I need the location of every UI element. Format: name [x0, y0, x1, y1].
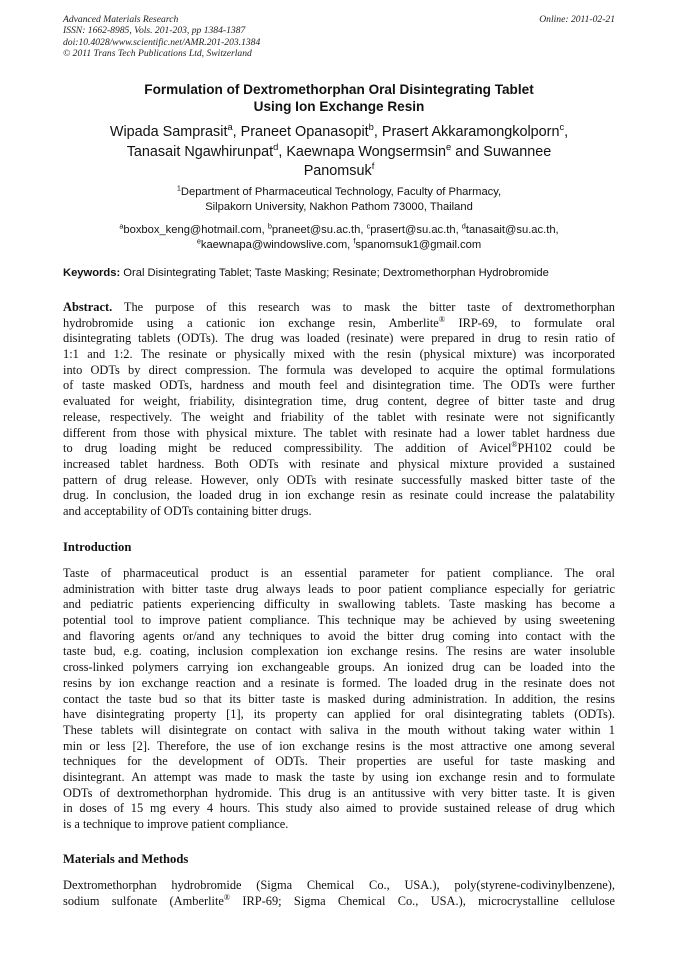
abstract-line: different from those with physical mixture. The tablet with resinate had a lower tablet hardness due [63, 425, 615, 440]
email-sup: f [353, 236, 356, 246]
doi-line: doi:10.4028/www.scientific.net/AMR.201-203.1384 [63, 36, 261, 48]
intro-line: resins by ion exchange reaction and a resinate is formed. The loaded drug in the resinate does not [63, 675, 615, 690]
abstract-text: IRP-69, to formulate oral [444, 315, 616, 330]
introduction-body [63, 566, 615, 833]
intro-line: techniques for the development of ODTs. Their properties are useful for taste masking and [63, 754, 615, 769]
keywords-label: Keywords: [63, 267, 121, 279]
affiliation-line-2: Silpakorn University, Nakhon Pathom 73000, Thailand [205, 201, 473, 213]
title-line-1: Formulation of Dextromethorphan Oral Disintegrating Tablet [144, 82, 534, 97]
author-line-2 [63, 143, 615, 163]
journal-name: Advanced Materials Research [63, 14, 179, 25]
introduction-heading: Introduction [63, 540, 132, 554]
email-link[interactable]: boxbox_keng@hotmail.com, [123, 224, 268, 236]
author-sup: b [368, 122, 374, 133]
abstract-line: and acceptability of ODTs containing bitter drugs. [63, 503, 312, 518]
abstract-text: hydrobromide using a cationic ion exchange resin, Amberlite [63, 315, 439, 330]
abstract-label: Abstract. [63, 300, 113, 314]
email-link[interactable]: spanomsuk1@gmail.com [355, 239, 482, 251]
email-sup: a [119, 221, 124, 231]
abstract [63, 300, 615, 520]
author-name: Panomsuk [303, 163, 372, 179]
abstract-line: pattern of drug release. However, only ODTs with resinate successfully masked bitter taste of the [63, 472, 615, 487]
intro-line: cross-linked polymers carrying ion exchangeable groups. An ionized drug can be loaded into the [63, 660, 615, 675]
author-name: and Suwannee [451, 143, 552, 160]
abstract-line: disintegrating tablets (ODTs). The drug was loaded (resinate) were prepared in drug to resin ratio of [63, 331, 615, 346]
paper-title [63, 81, 615, 115]
author-line-1 [63, 123, 615, 143]
intro-line: potential tool to improve patient compliance. This technique may be achieved by using sweetening [63, 613, 615, 628]
abstract-line [63, 441, 615, 457]
author-sup: e [446, 141, 452, 152]
keywords [63, 266, 623, 280]
materials-heading: Materials and Methods [63, 852, 189, 866]
affiliation-line-1 [63, 185, 615, 200]
intro-line: and pediatric patients experiencing difficulty in swallowing tablets. Taste masking has become a [63, 597, 615, 612]
affiliation [63, 185, 615, 215]
author-sup: c [559, 122, 565, 133]
intro-line: taste bud, e.g. coating, inclusion complexation ion exchange resins. The resins are water insoluble [63, 644, 615, 659]
author-name: Wipada Samprasit [109, 124, 228, 140]
registered-mark: ® [511, 440, 518, 450]
email-link[interactable]: tanasait@su.ac.th, [465, 224, 559, 236]
abstract-line: of taste masked ODTs, hardness and mouth feel and disintegration time. The ODTs were further [63, 378, 615, 393]
intro-line: administration with bitter taste drug always leads to poor patient compliance especially for geriatric [63, 581, 615, 596]
author-name: , Prasert Akkaramongkolporn [373, 124, 560, 140]
author-sep: , [564, 124, 569, 140]
email-sup: b [267, 221, 272, 231]
intro-line: contact the taste bud so that its bitter taste is masked during administration. In addition, the resins [63, 691, 615, 706]
abstract-line: evaluated for weight, friability, disintegration time, drug content, degree of bitter taste and drug [63, 394, 615, 409]
author-sup: a [227, 122, 233, 133]
intro-line: in doses of 15 mg every 4 hours. This study also aimed to provide sustained release of drug which [63, 801, 615, 816]
online-date: Online: 2011-02-21 [539, 14, 615, 25]
email-link[interactable]: praneet@su.ac.th, [271, 224, 367, 236]
abstract-line [63, 316, 615, 332]
author-name: Tanasait Ngawhirunpat [126, 143, 274, 160]
abstract-line: into ODTs by direct compression. The formula was developed to acquire the optimal formulations [63, 362, 615, 377]
abstract-text: The purpose of this research was to mask the bitter taste of dextromethorphan [112, 300, 615, 314]
issn-line: ISSN: 1662-8985, Vols. 201-203, pp 1384-1387 [63, 25, 246, 37]
intro-line: min or less [2]. Therefore, the use of ion exchange resins is the most attractive one among several [63, 738, 615, 753]
abstract-text: to drug loading might be reduced compressibility. The addition of Avicel [63, 441, 512, 456]
email-link[interactable]: kaewnapa@windowslive.com, [200, 239, 354, 251]
intro-line: disintegrant. An attempt was made to mask the taste by using ion exchange resin and to formulate [63, 769, 615, 784]
author-line-3 [63, 162, 615, 182]
author-emails [63, 223, 615, 253]
running-header [63, 14, 615, 60]
author-name: , Kaewnapa Wongsermsin [278, 143, 447, 160]
abstract-line [63, 300, 615, 316]
materials-line: Dextromethorphan hydrobromide (Sigma Chemical Co., USA.), poly(styrene-codivinylbenzene), [63, 878, 615, 892]
abstract-line: release, respectively. The weight and friability of the tablet with resinate were not significantly [63, 409, 615, 424]
abstract-text: PH102 could be [517, 441, 615, 456]
registered-mark: ® [223, 892, 231, 902]
affiliation-text: Department of Pharmaceutical Technology, Faculty of Pharmacy, [180, 186, 502, 198]
keywords-text: Oral Disintegrating Tablet; Taste Masking; Resinate; Dextromethorphan Hydrobromide [120, 267, 549, 279]
intro-line: These tablets will disintegrate on contact with saliva in the mouth without taking water within 1 [63, 722, 615, 737]
author-sup: f [371, 161, 375, 172]
intro-line: have disintegrating property [1], its property can applied for oral disintegrating tablets (ODTs). [63, 707, 615, 722]
materials-line [63, 894, 615, 910]
abstract-line: increased tablet hardness. Both ODTs with resinate and physical mixture provided a sustained [63, 456, 615, 471]
email-sup: c [366, 221, 371, 231]
intro-line: and flavoring agents or/and any techniques to avoid the bitter drug coming into contact with the [63, 628, 615, 643]
abstract-line: 1:1 and 1:2. The resinate or physically mixed with the resin (physical mixture) was incorporated [63, 347, 615, 362]
email-link[interactable]: prasert@su.ac.th, [370, 224, 462, 236]
copyright-line: © 2011 Trans Tech Publications Ltd, Switzerland [63, 48, 252, 60]
title-line-2: Using Ion Exchange Resin [253, 99, 425, 114]
materials-body [63, 878, 615, 909]
abstract-line: drug. In conclusion, the loaded drug in ion exchange resin as resinate could increase the palatability [63, 488, 615, 503]
intro-line: Taste of pharmaceutical product is an essential parameter for patient compliance. The oral [63, 566, 615, 580]
author-list [63, 123, 615, 182]
materials-text: IRP-69; Sigma Chemical Co., USA.), microcrystalline cellulose [230, 893, 615, 908]
intro-line: ODTs of dextromethorphan hydromide. This drug is an antitussive with very bitter taste. It is given [63, 785, 615, 800]
email-line-2 [63, 238, 615, 253]
materials-text: sodium sulfonate (Amberlite [63, 893, 224, 908]
affiliation-sup: 1 [176, 183, 181, 193]
email-sup: e [196, 236, 201, 246]
registered-mark: ® [438, 314, 445, 324]
intro-line: is a technique to improve patient compliance. [63, 817, 289, 831]
author-sup: d [273, 141, 279, 152]
email-sup: d [461, 221, 466, 231]
email-line-1 [63, 223, 615, 238]
author-name: , Praneet Opanasopit [232, 124, 369, 140]
